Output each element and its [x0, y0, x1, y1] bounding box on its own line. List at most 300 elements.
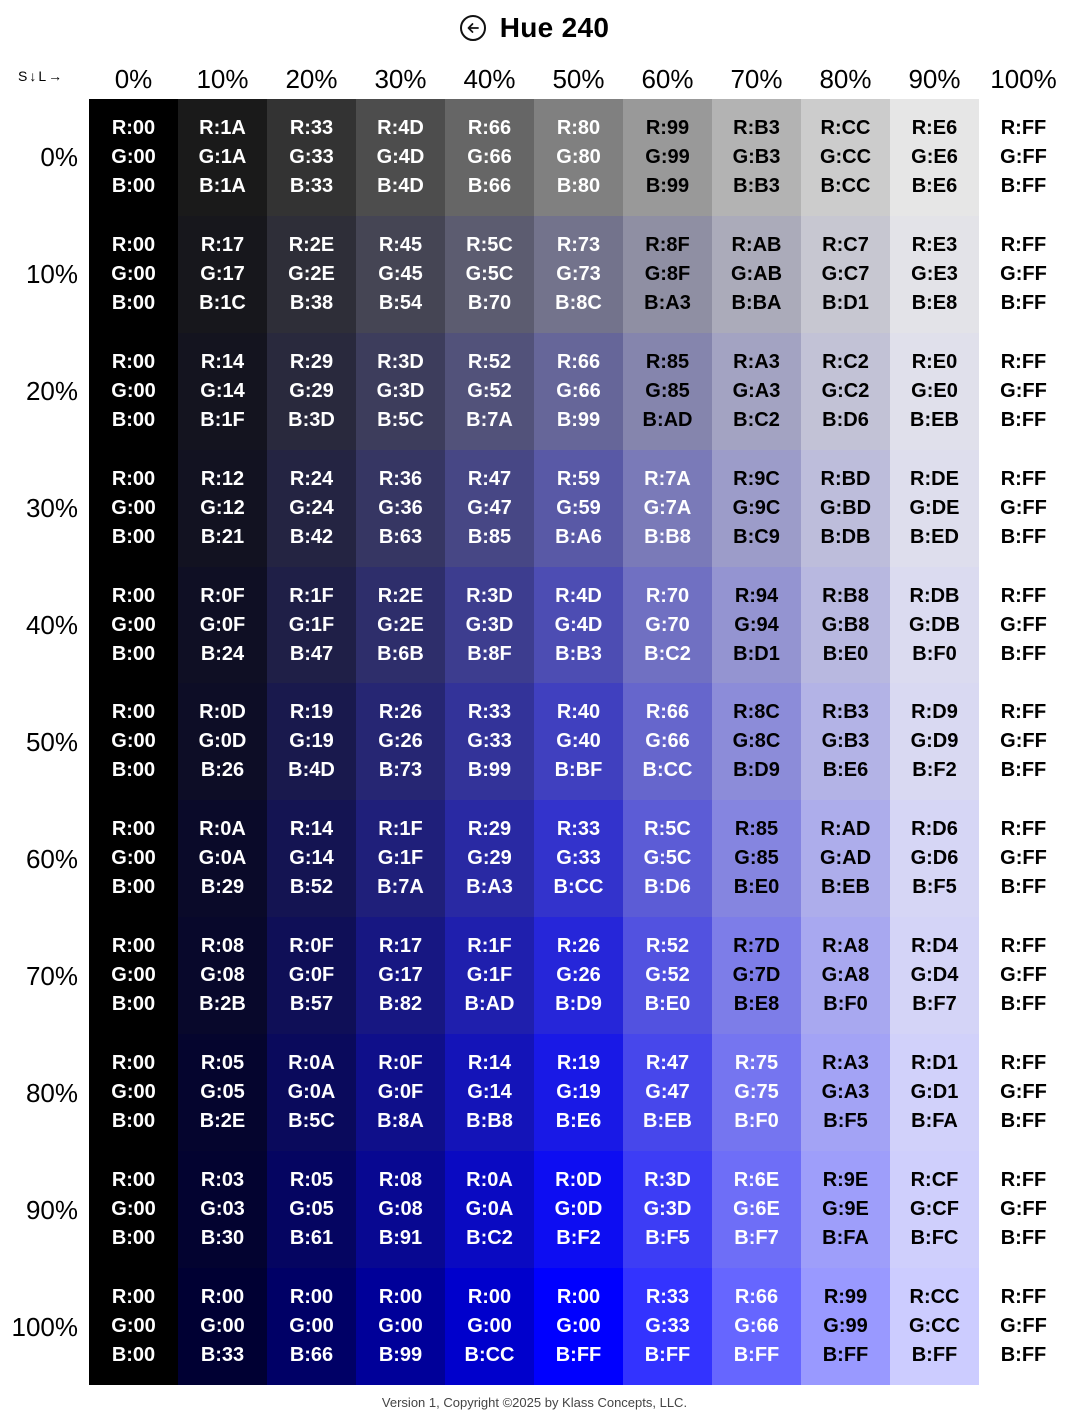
channel-value-r: R:99: [823, 1285, 868, 1308]
channel-value-b: B:6B: [377, 642, 424, 665]
channel-value-r: R:85: [645, 350, 690, 373]
channel-value-r: R:29: [289, 350, 334, 373]
channel-value-b: B:FF: [822, 1343, 869, 1366]
channel-value-g: G:99: [823, 1314, 868, 1337]
color-swatch: [712, 99, 801, 216]
color-swatch: [801, 917, 890, 1034]
color-swatch: [890, 216, 979, 333]
channel-value-r: R:BD: [820, 467, 871, 490]
channel-value-r: R:FF: [1000, 116, 1047, 139]
channel-value-r: R:33: [467, 701, 512, 724]
channel-value-b: B:CC: [820, 174, 871, 197]
channel-value-r: R:C7: [822, 233, 869, 256]
color-swatch: [267, 683, 356, 800]
channel-value-r: R:66: [467, 116, 512, 139]
channel-value-b: B:FF: [1000, 408, 1047, 431]
channel-value-r: R:17: [378, 935, 423, 958]
channel-value-r: R:14: [289, 818, 334, 841]
channel-value-b: B:99: [378, 1343, 423, 1366]
channel-value-b: B:C2: [733, 408, 780, 431]
channel-value-b: B:D1: [822, 291, 869, 314]
channel-value-g: G:5C: [643, 847, 692, 870]
channel-value-b: B:F5: [823, 1110, 868, 1133]
channel-value-b: B:33: [200, 1343, 245, 1366]
color-swatch: [712, 567, 801, 684]
channel-value-r: R:00: [111, 350, 156, 373]
channel-value-g: G:FF: [1000, 379, 1047, 402]
channel-value-r: R:A3: [733, 350, 780, 373]
channel-value-g: G:FF: [1000, 1081, 1047, 1104]
channel-value-b: B:00: [111, 291, 156, 314]
channel-value-b: B:A3: [466, 876, 513, 899]
row-header: 90%: [25, 1195, 78, 1225]
channel-value-r: R:E6: [911, 116, 958, 139]
channel-value-r: R:00: [378, 1285, 423, 1308]
channel-value-r: R:19: [556, 1052, 601, 1075]
channel-value-g: G:33: [556, 847, 601, 870]
channel-value-r: R:00: [111, 1285, 156, 1308]
channel-value-g: G:00: [111, 1081, 156, 1104]
color-swatch: [712, 216, 801, 333]
channel-value-g: G:08: [200, 964, 245, 987]
column-header: 70%: [730, 64, 783, 94]
color-swatch: [178, 99, 267, 216]
channel-value-b: B:F5: [645, 1226, 690, 1249]
channel-value-g: G:17: [200, 262, 245, 285]
channel-value-r: R:00: [111, 1052, 156, 1075]
channel-value-r: R:FF: [1000, 1285, 1047, 1308]
channel-value-r: R:A8: [822, 935, 869, 958]
channel-value-b: B:C2: [644, 642, 691, 665]
color-swatch: [890, 567, 979, 684]
channel-value-b: B:FF: [1000, 759, 1047, 782]
color-swatch: [89, 216, 178, 333]
column-header: 0%: [114, 64, 153, 94]
channel-value-r: R:85: [734, 818, 779, 841]
channel-value-b: B:D6: [822, 408, 869, 431]
channel-value-b: B:52: [289, 876, 334, 899]
color-swatch: [712, 917, 801, 1034]
channel-value-r: R:B3: [822, 701, 869, 724]
channel-value-b: B:F0: [823, 993, 868, 1016]
channel-value-r: R:6E: [733, 1168, 780, 1191]
color-swatch: [534, 683, 623, 800]
channel-value-g: G:FF: [1000, 145, 1047, 168]
column-header: 50%: [552, 64, 605, 94]
channel-value-r: R:70: [645, 584, 690, 607]
channel-value-b: B:5C: [288, 1110, 335, 1133]
channel-value-b: B:D9: [555, 993, 602, 1016]
channel-value-b: B:00: [111, 525, 156, 548]
channel-value-b: B:C2: [466, 1226, 513, 1249]
channel-value-r: R:FF: [1000, 584, 1047, 607]
channel-value-g: G:00: [111, 496, 156, 519]
channel-value-r: R:CC: [820, 116, 871, 139]
channel-value-b: B:91: [378, 1226, 423, 1249]
channel-value-g: G:29: [289, 379, 334, 402]
channel-value-r: R:80: [556, 116, 601, 139]
row-header: 50%: [25, 727, 78, 757]
channel-value-b: B:B3: [733, 174, 780, 197]
channel-value-b: B:99: [556, 408, 601, 431]
color-swatch: [801, 1151, 890, 1268]
color-swatch: [445, 567, 534, 684]
color-swatch: [890, 917, 979, 1034]
channel-value-g: G:BD: [819, 496, 872, 519]
channel-value-r: R:52: [645, 935, 690, 958]
color-swatch: [356, 683, 445, 800]
channel-value-b: B:57: [289, 993, 334, 1016]
channel-value-g: G:05: [200, 1081, 245, 1104]
channel-value-g: G:B3: [732, 145, 781, 168]
channel-value-g: G:85: [734, 847, 779, 870]
channel-value-g: G:47: [467, 496, 512, 519]
color-swatch: [89, 1151, 178, 1268]
channel-value-g: G:12: [200, 496, 245, 519]
channel-value-b: B:24: [200, 642, 245, 665]
color-swatch: [445, 917, 534, 1034]
color-swatch: [801, 99, 890, 216]
channel-value-b: B:00: [111, 174, 156, 197]
channel-value-r: R:C2: [822, 350, 869, 373]
channel-value-r: R:7A: [644, 467, 691, 490]
color-swatch: [534, 1151, 623, 1268]
page-title: Hue 240: [499, 12, 610, 43]
color-swatch: [445, 1268, 534, 1385]
channel-value-b: B:EB: [643, 1110, 692, 1133]
channel-value-b: B:C9: [733, 525, 780, 548]
channel-value-r: R:29: [467, 818, 512, 841]
channel-value-g: G:52: [645, 964, 690, 987]
channel-value-b: B:00: [111, 1343, 156, 1366]
channel-value-r: R:FF: [1000, 1052, 1047, 1075]
channel-value-g: G:19: [556, 1081, 601, 1104]
color-swatch: [445, 1034, 534, 1151]
channel-value-b: B:85: [467, 525, 512, 548]
channel-value-g: G:33: [467, 730, 512, 753]
channel-value-b: B:E8: [911, 291, 958, 314]
color-swatch: [712, 1268, 801, 1385]
column-header: 60%: [641, 64, 694, 94]
channel-value-r: R:00: [111, 116, 156, 139]
color-swatch: [623, 917, 712, 1034]
channel-value-b: B:21: [200, 525, 245, 548]
color-swatch: [89, 567, 178, 684]
channel-value-g: G:0F: [377, 1081, 424, 1104]
color-swatch: [89, 99, 178, 216]
channel-value-r: R:8F: [645, 233, 690, 256]
column-header: 20%: [285, 64, 338, 94]
channel-value-r: R:00: [200, 1285, 245, 1308]
channel-value-b: B:00: [111, 408, 156, 431]
channel-value-r: R:FF: [1000, 818, 1047, 841]
channel-value-b: B:F7: [912, 993, 957, 1016]
channel-value-g: G:00: [378, 1314, 423, 1337]
color-swatch: [356, 567, 445, 684]
channel-value-b: B:A6: [555, 525, 602, 548]
row-header: 0%: [40, 142, 78, 172]
channel-value-b: B:B8: [466, 1110, 513, 1133]
color-swatch: [890, 450, 979, 567]
channel-value-b: B:26: [200, 759, 245, 782]
channel-value-r: R:B8: [822, 584, 869, 607]
color-swatch: [267, 800, 356, 917]
color-swatch: [356, 917, 445, 1034]
channel-value-g: G:00: [111, 262, 156, 285]
channel-value-b: B:F5: [912, 876, 957, 899]
channel-value-b: B:E0: [644, 993, 691, 1016]
channel-value-g: G:E3: [911, 262, 958, 285]
channel-value-r: R:66: [556, 350, 601, 373]
channel-value-r: R:9C: [733, 467, 780, 490]
channel-value-r: R:CC: [909, 1285, 960, 1308]
color-swatch: [890, 1034, 979, 1151]
color-swatch: [890, 1151, 979, 1268]
channel-value-g: G:03: [200, 1197, 245, 1220]
color-swatch: [890, 800, 979, 917]
channel-value-r: R:2E: [288, 233, 335, 256]
channel-value-g: G:36: [378, 496, 423, 519]
channel-value-g: G:D4: [910, 964, 959, 987]
channel-value-r: R:33: [289, 116, 334, 139]
channel-value-b: B:EB: [821, 876, 870, 899]
channel-value-r: R:47: [467, 467, 512, 490]
color-swatch: [712, 333, 801, 450]
color-swatch: [534, 216, 623, 333]
color-swatch: [445, 800, 534, 917]
channel-value-r: R:4D: [555, 584, 602, 607]
row-header: 30%: [25, 493, 78, 523]
row-headers: [0, 99, 84, 1386]
channel-value-g: G:08: [378, 1197, 423, 1220]
arrow-left-circle-icon[interactable]: [460, 15, 486, 41]
channel-value-g: G:7D: [732, 964, 781, 987]
color-swatch: [267, 1034, 356, 1151]
page-header: [0, 8, 1069, 48]
channel-value-g: G:3D: [465, 613, 514, 636]
channel-value-g: G:D6: [910, 847, 959, 870]
channel-value-g: G:9E: [822, 1197, 869, 1220]
channel-value-b: B:F7: [734, 1226, 779, 1249]
channel-value-b: B:AD: [642, 408, 693, 431]
channel-value-b: B:D6: [644, 876, 691, 899]
channel-value-b: B:8F: [467, 642, 512, 665]
color-swatch: [801, 683, 890, 800]
channel-value-b: B:00: [111, 759, 156, 782]
channel-value-b: B:E0: [822, 642, 869, 665]
channel-value-b: B:AD: [464, 993, 515, 1016]
channel-value-b: B:F2: [556, 1226, 601, 1249]
color-swatch: [178, 1034, 267, 1151]
color-swatch: [979, 683, 1068, 800]
footer-copyright: Version 1, Copyright ©2025 by Klass Concepts, LLC.: [381, 1395, 688, 1410]
channel-value-r: R:1F: [289, 584, 334, 607]
channel-value-b: B:42: [289, 525, 334, 548]
channel-value-g: G:14: [200, 379, 245, 402]
channel-value-g: G:70: [645, 613, 690, 636]
channel-value-g: G:A3: [732, 379, 781, 402]
color-swatch: [445, 1151, 534, 1268]
channel-value-g: G:47: [645, 1081, 690, 1104]
channel-value-g: G:00: [200, 1314, 245, 1337]
color-swatch: [890, 683, 979, 800]
color-swatch: [534, 99, 623, 216]
color-grid: [89, 99, 1068, 1385]
channel-value-b: B:E6: [911, 174, 958, 197]
channel-value-r: R:0A: [466, 1168, 513, 1191]
channel-value-g: G:E0: [911, 379, 958, 402]
color-swatch: [979, 917, 1068, 1034]
channel-value-g: G:B8: [821, 613, 870, 636]
color-swatch: [623, 1034, 712, 1151]
channel-value-b: B:FF: [911, 1343, 958, 1366]
channel-value-b: B:FF: [1000, 1226, 1047, 1249]
channel-value-r: R:D4: [911, 935, 958, 958]
channel-value-r: R:5C: [466, 233, 513, 256]
channel-value-b: B:F2: [912, 759, 957, 782]
channel-value-g: G:59: [556, 496, 601, 519]
channel-value-b: B:ED: [910, 525, 959, 548]
channel-value-b: B:FF: [644, 1343, 691, 1366]
channel-value-r: R:08: [378, 1168, 423, 1191]
color-swatch: [445, 216, 534, 333]
channel-value-b: B:82: [378, 993, 423, 1016]
channel-value-g: G:CF: [910, 1197, 959, 1220]
channel-value-r: R:14: [467, 1052, 512, 1075]
color-swatch: [623, 683, 712, 800]
channel-value-r: R:00: [111, 1168, 156, 1191]
channel-value-r: R:00: [111, 467, 156, 490]
channel-value-b: B:FF: [1000, 993, 1047, 1016]
channel-value-r: R:47: [645, 1052, 690, 1075]
color-swatch: [267, 333, 356, 450]
channel-value-g: G:66: [556, 379, 601, 402]
channel-value-r: R:36: [378, 467, 423, 490]
channel-value-b: B:FF: [1000, 174, 1047, 197]
channel-value-b: B:00: [111, 1110, 156, 1133]
color-swatch: [178, 333, 267, 450]
channel-value-g: G:FF: [1000, 1197, 1047, 1220]
channel-value-g: G:0A: [465, 1197, 514, 1220]
color-swatch: [712, 683, 801, 800]
color-swatch: [267, 917, 356, 1034]
channel-value-g: G:19: [289, 730, 334, 753]
color-swatch: [979, 1034, 1068, 1151]
color-swatch: [534, 1268, 623, 1385]
channel-value-b: B:EB: [910, 408, 959, 431]
color-swatch: [267, 216, 356, 333]
channel-value-b: B:30: [200, 1226, 245, 1249]
channel-value-r: R:52: [467, 350, 512, 373]
channel-value-g: G:00: [556, 1314, 601, 1337]
color-swatch: [801, 216, 890, 333]
channel-value-g: G:0A: [198, 847, 247, 870]
channel-value-b: B:8C: [555, 291, 602, 314]
channel-value-r: R:1F: [378, 818, 423, 841]
channel-value-g: G:2E: [288, 262, 335, 285]
channel-value-b: B:FF: [1000, 1343, 1047, 1366]
channel-value-g: G:73: [556, 262, 601, 285]
channel-value-r: R:59: [556, 467, 601, 490]
color-swatch: [979, 216, 1068, 333]
color-swatch: [356, 800, 445, 917]
channel-value-g: G:7A: [643, 496, 692, 519]
row-header: 60%: [25, 844, 78, 874]
channel-value-g: G:1F: [466, 964, 513, 987]
color-swatch: [178, 683, 267, 800]
channel-value-r: R:E3: [911, 233, 958, 256]
channel-value-r: R:40: [556, 701, 601, 724]
color-swatch: [534, 800, 623, 917]
channel-value-b: B:CC: [464, 1343, 515, 1366]
channel-value-b: B:00: [111, 876, 156, 899]
channel-value-r: R:0F: [378, 1052, 423, 1075]
color-swatch: [534, 333, 623, 450]
channel-value-b: B:FC: [910, 1226, 959, 1249]
color-swatch: [979, 333, 1068, 450]
channel-value-b: B:E6: [822, 759, 869, 782]
color-swatch: [623, 567, 712, 684]
color-swatch: [979, 450, 1068, 567]
channel-value-b: B:DB: [820, 525, 871, 548]
channel-value-b: B:00: [111, 993, 156, 1016]
channel-value-r: R:00: [111, 233, 156, 256]
channel-value-r: R:05: [200, 1052, 245, 1075]
channel-value-r: R:FF: [1000, 467, 1047, 490]
color-swatch: [623, 99, 712, 216]
channel-value-b: B:00: [111, 1226, 156, 1249]
channel-value-b: B:FF: [1000, 291, 1047, 314]
color-swatch: [534, 1034, 623, 1151]
channel-value-g: G:CC: [819, 145, 872, 168]
channel-value-b: B:A3: [644, 291, 691, 314]
color-swatch: [712, 450, 801, 567]
channel-value-g: G:0A: [287, 1081, 336, 1104]
channel-value-r: R:3D: [377, 350, 424, 373]
channel-value-r: R:1A: [199, 116, 246, 139]
channel-value-b: B:66: [467, 174, 512, 197]
color-swatch: [979, 800, 1068, 917]
channel-value-g: G:66: [734, 1314, 779, 1337]
channel-value-r: R:26: [556, 935, 601, 958]
color-swatch: [267, 450, 356, 567]
channel-value-b: B:BA: [731, 291, 782, 314]
channel-value-g: G:E6: [911, 145, 958, 168]
channel-value-g: G:4D: [554, 613, 603, 636]
channel-value-b: B:73: [378, 759, 423, 782]
channel-value-b: B:FA: [911, 1110, 958, 1133]
channel-value-r: R:CF: [910, 1168, 959, 1191]
row-header: 80%: [25, 1078, 78, 1108]
color-swatch: [623, 800, 712, 917]
row-header: 10%: [25, 259, 78, 289]
channel-value-g: G:14: [467, 1081, 512, 1104]
channel-value-r: R:45: [378, 233, 423, 256]
channel-value-g: G:00: [111, 613, 156, 636]
channel-value-b: B:FF: [1000, 642, 1047, 665]
channel-value-b: B:2B: [199, 993, 246, 1016]
channel-value-r: R:9E: [822, 1168, 869, 1191]
column-header: 30%: [374, 64, 427, 94]
channel-value-r: R:AD: [820, 818, 871, 841]
channel-value-g: G:00: [111, 379, 156, 402]
channel-value-g: G:40: [556, 730, 601, 753]
color-swatch: [89, 1034, 178, 1151]
channel-value-r: R:05: [289, 1168, 334, 1191]
channel-value-g: G:05: [289, 1197, 334, 1220]
channel-value-b: B:B3: [555, 642, 602, 665]
channel-value-g: G:DE: [909, 496, 960, 519]
